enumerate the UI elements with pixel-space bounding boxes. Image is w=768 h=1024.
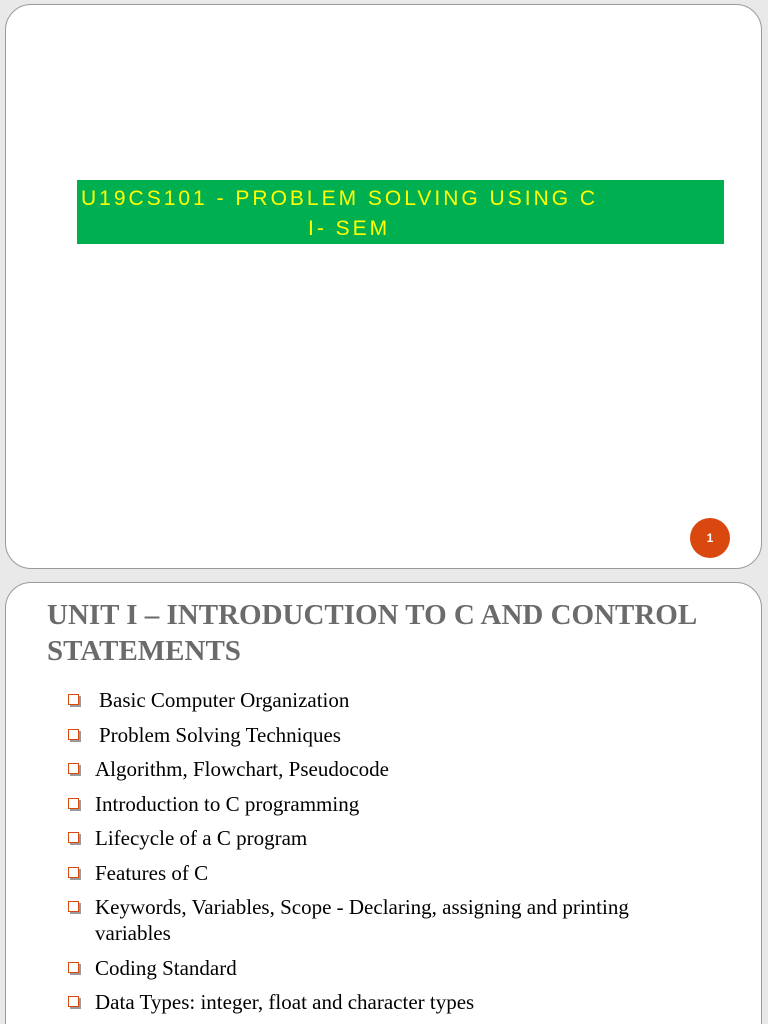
hollow-square-bullet-icon (68, 729, 79, 740)
list-item (68, 860, 708, 886)
course-title: U19CS101 - PROBLEM SOLVING USING C (81, 187, 599, 210)
hollow-square-bullet-icon (68, 901, 79, 912)
list-item (68, 989, 708, 1015)
hollow-square-bullet-icon (68, 867, 79, 878)
list-item (68, 894, 708, 946)
list-item (68, 825, 708, 851)
title-banner (77, 180, 724, 244)
topic-text: Problem Solving Techniques (99, 722, 341, 747)
topic-text: Keywords, Variables, Scope - Declaring, assigning and printing variables (95, 895, 629, 945)
list-item (68, 791, 708, 817)
list-item (68, 756, 708, 782)
title-slide (5, 4, 762, 569)
topic-text: Features of C (95, 860, 209, 885)
hollow-square-bullet-icon (68, 694, 79, 705)
topic-text: Introduction to C programming (95, 791, 360, 816)
list-item (68, 687, 708, 713)
topic-text: Coding Standard (95, 955, 237, 980)
topic-list (68, 687, 708, 1024)
topic-text: Basic Computer Organization (99, 688, 350, 712)
list-item (68, 722, 708, 748)
hollow-square-bullet-icon (68, 763, 79, 774)
hollow-square-bullet-icon (68, 962, 79, 973)
topic-text: Data Types: integer, float and character types (95, 990, 475, 1014)
unit-slide (5, 582, 762, 1024)
topic-text: Algorithm, Flowchart, Pseudocode (95, 757, 389, 781)
hollow-square-bullet-icon (68, 798, 79, 809)
hollow-square-bullet-icon (68, 996, 79, 1007)
unit-heading: UNIT I – INTRODUCTION TO C AND CONTROL STATEMENTS (47, 599, 696, 667)
list-item (68, 955, 708, 981)
semester-label: I- SEM (308, 217, 391, 240)
topic-text: Lifecycle of a C program (95, 826, 308, 850)
page-number-badge: 1 (690, 518, 730, 558)
hollow-square-bullet-icon (68, 832, 79, 843)
